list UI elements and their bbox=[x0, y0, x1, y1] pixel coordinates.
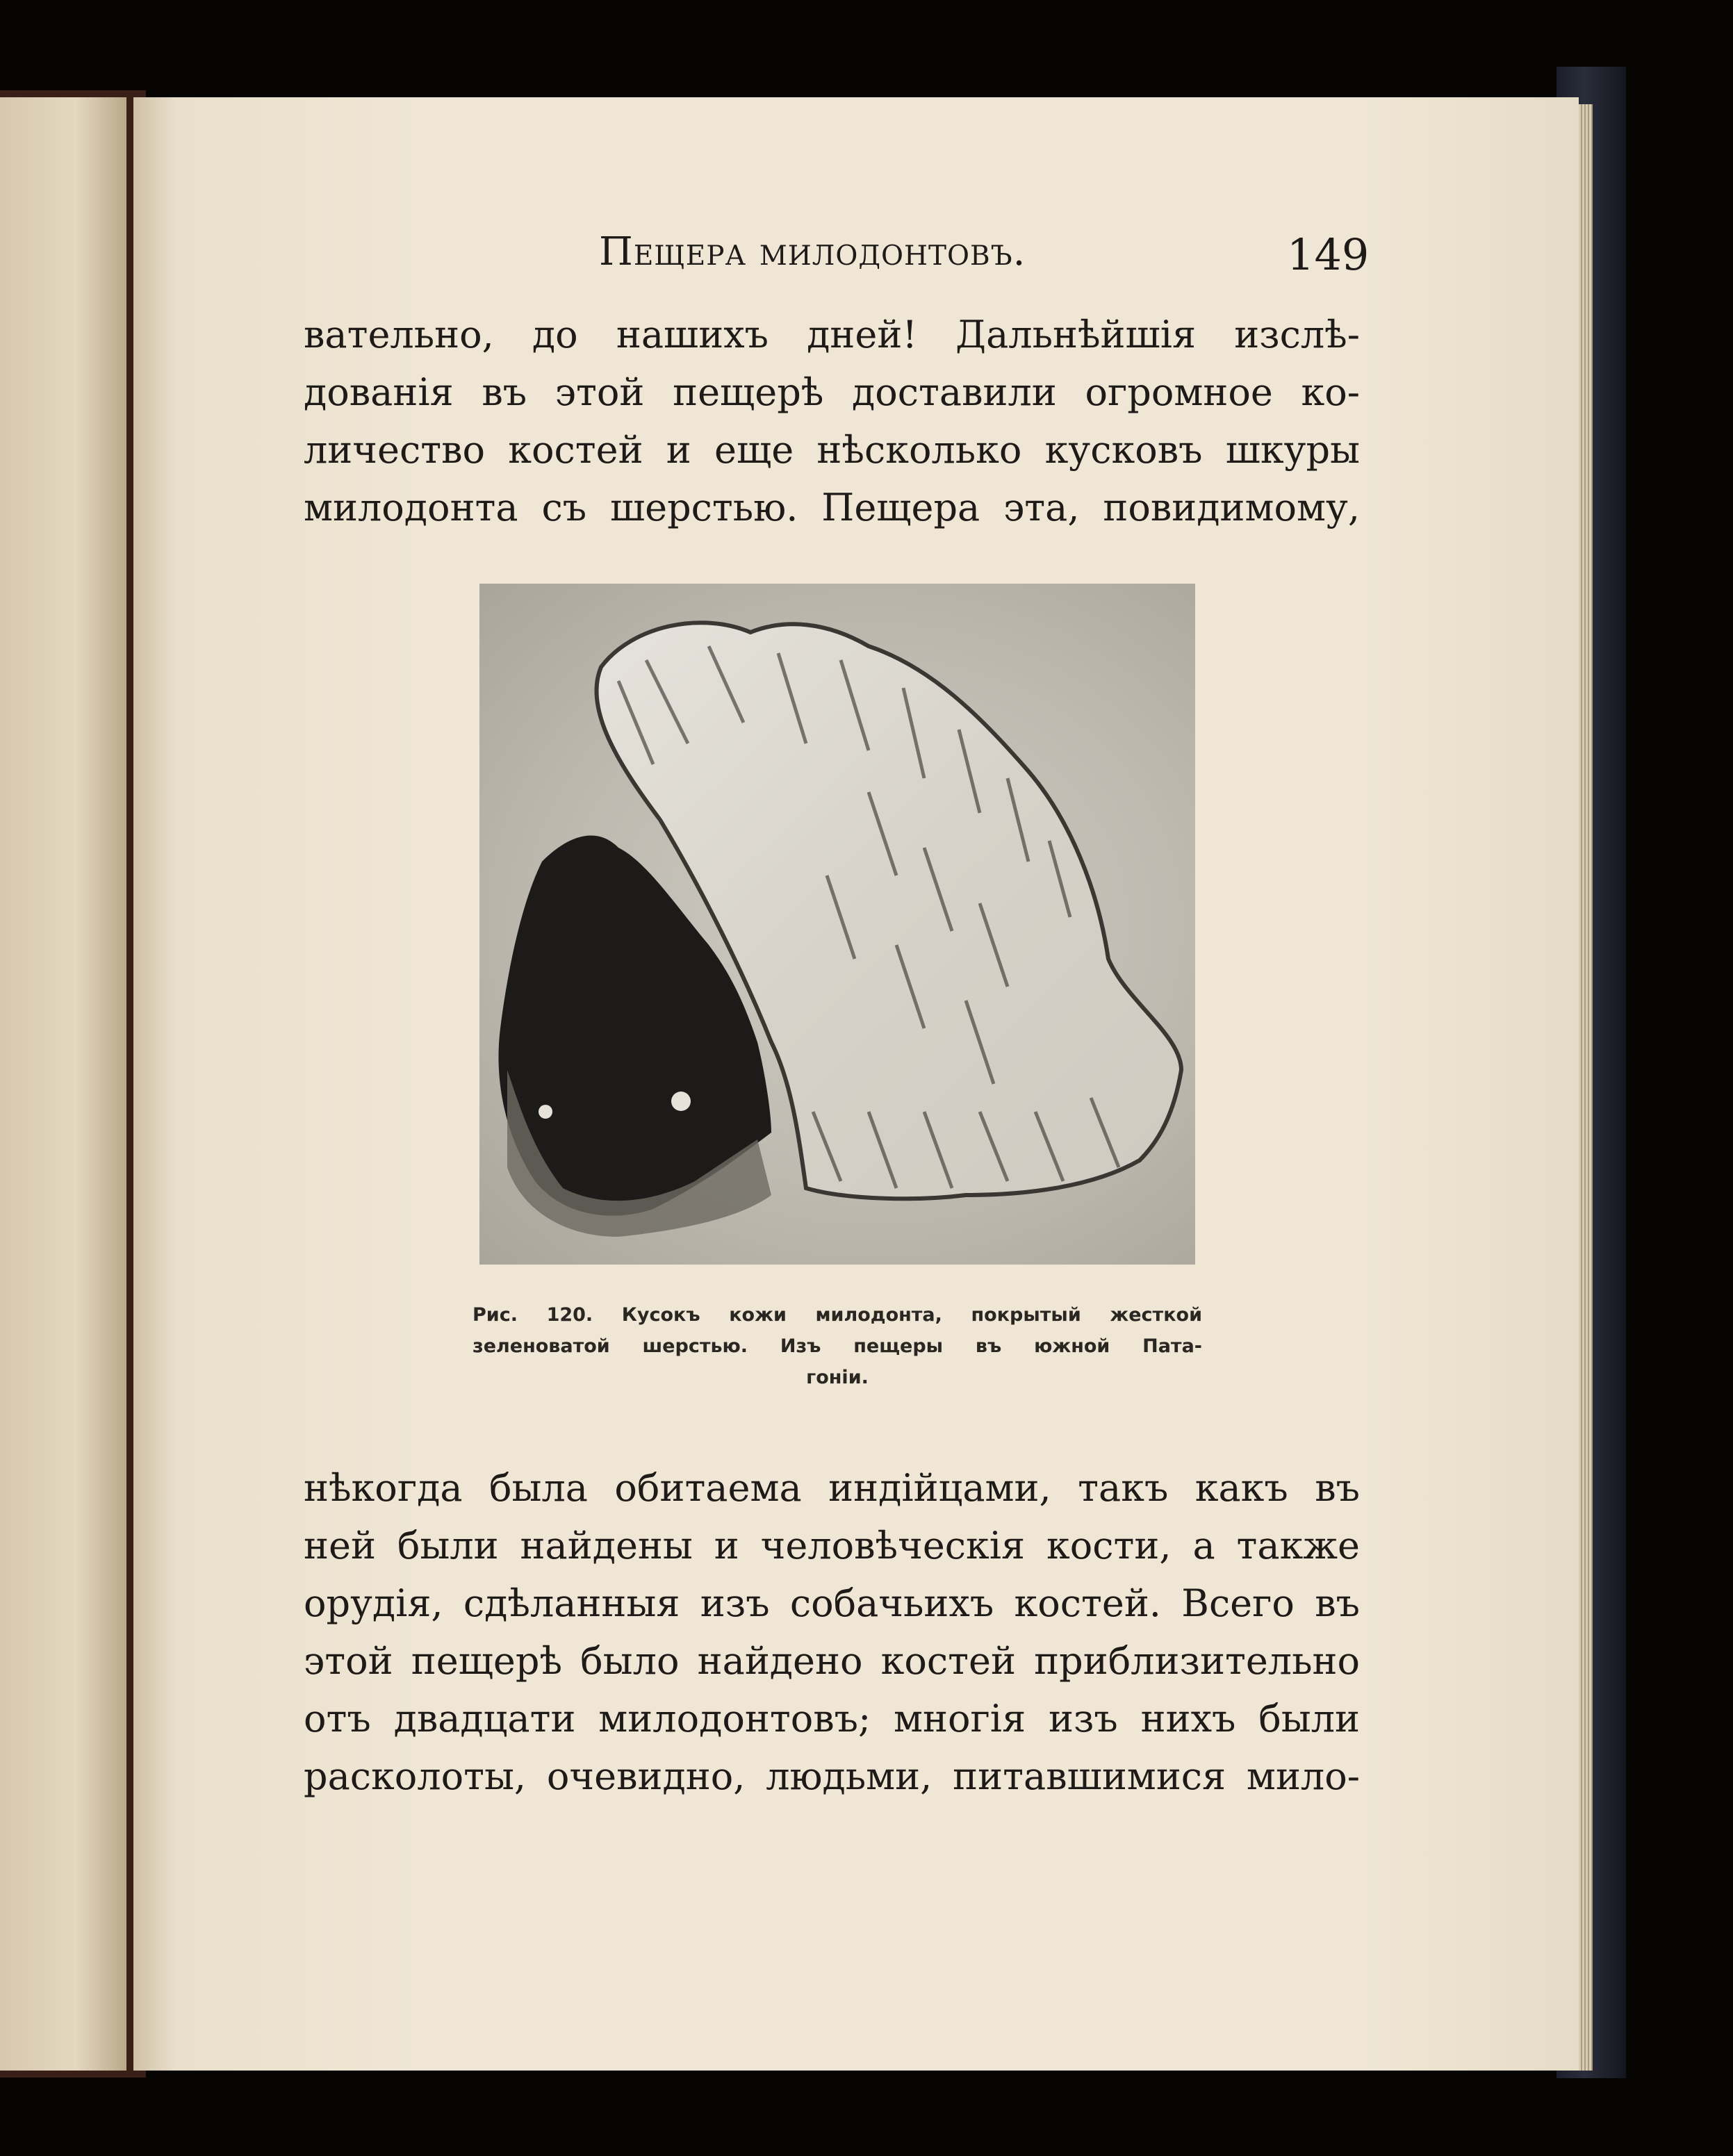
book-page bbox=[133, 97, 1579, 2071]
text-line: дованія въ этой пещерѣ доставили огромное ко- bbox=[304, 370, 1360, 414]
caption-line: Рис. 120. Кусокъ кожи милодонта, покрытый жесткой bbox=[473, 1304, 1202, 1326]
text-line: расколоты, очевидно, людьми, питавшимися мило- bbox=[304, 1754, 1360, 1798]
page-number: 149 bbox=[1287, 229, 1370, 280]
figure-photo-mylodon-skin bbox=[479, 584, 1195, 1265]
text-line: орудія, сдѣланныя изъ собачьихъ костей. Всего въ bbox=[304, 1581, 1360, 1625]
caption-line: гоніи. bbox=[806, 1367, 869, 1388]
text-line: личество костей и еще нѣсколько кусковъ шкуры bbox=[304, 428, 1360, 472]
text-line: ней были найдены и человѣческія кости, а также bbox=[304, 1524, 1360, 1567]
text-line: отъ двадцати милодонтовъ; многія изъ нихъ были bbox=[304, 1697, 1360, 1741]
figure-caption bbox=[473, 1299, 1202, 1393]
mylodon-skin-illustration bbox=[479, 584, 1195, 1265]
text-line: вательно, до нашихъ дней! Дальнѣйшія изслѣ- bbox=[304, 313, 1360, 356]
paragraph-bottom bbox=[304, 1459, 1360, 1805]
text-line: этой пещерѣ было найдено костей приблизительно bbox=[304, 1639, 1360, 1683]
running-title: Пещера милодонтовъ. bbox=[599, 229, 1026, 274]
caption-line: зеленоватой шерстью. Изъ пещеры въ южной Пата- bbox=[473, 1335, 1202, 1357]
left-page-edge bbox=[0, 97, 126, 2071]
text-line: милодонта съ шерстью. Пещера эта, повидимому, bbox=[304, 486, 1360, 529]
paragraph-top bbox=[304, 306, 1360, 536]
text-line: нѣкогда была обитаема индійцами, такъ какъ въ bbox=[304, 1466, 1360, 1510]
page-header bbox=[133, 229, 1579, 285]
